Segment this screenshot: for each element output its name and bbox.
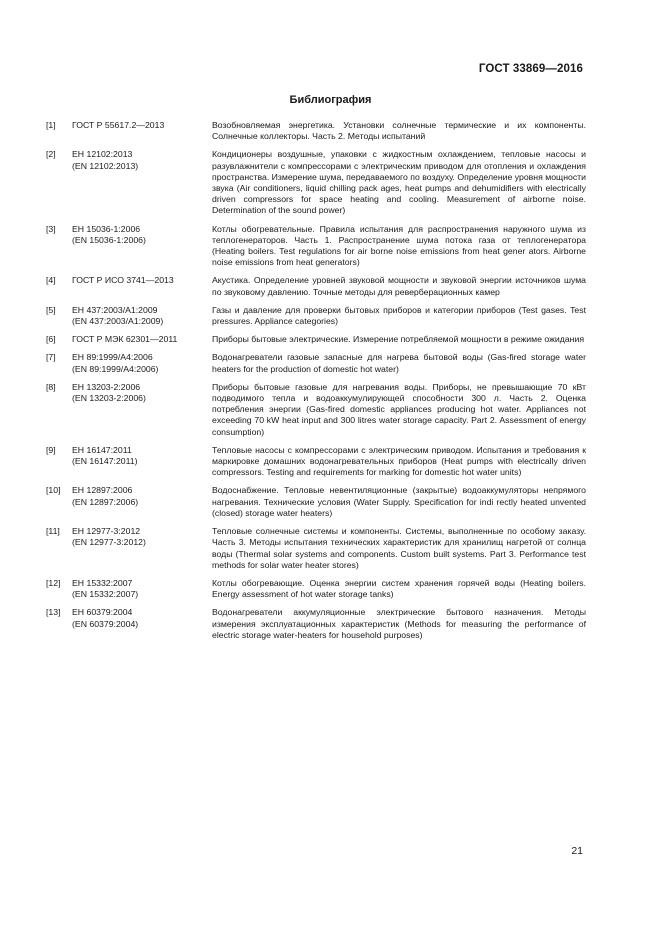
entry-number: [2] xyxy=(46,149,56,160)
bibliography-entry xyxy=(46,224,586,269)
entry-description: Возобновляемая энергетика. Установки солнечные термические и их компоненты. Солнечные коллекторы. Часть 2. Методы испытаний xyxy=(212,120,586,142)
entry-code-line: ЕН 89:1999/А4:2006 xyxy=(72,352,153,363)
entry-description: Кондиционеры воздушные, упаковки с жидкостным охлаждением, тепловые насосы и разувлажнители с компрессорами с электрическим приводом для отопления и охлаждения пространства. Измерение шума, передаваемого по воздуху. Определение уровня мощности звука (Air conditioners, liquid chilling pack ages, heat pumps and dehumidifiers with electrically driven compressors for space heating and cooling. Measurement of airborne noise. Determination of the sound power) xyxy=(212,149,586,216)
entry-number: [7] xyxy=(46,352,56,363)
bibliography-entry xyxy=(46,352,586,374)
entry-code xyxy=(72,382,212,404)
entry-code-line: ЕН 60379:2004 xyxy=(72,607,133,618)
bibliography-entry xyxy=(46,334,586,345)
bibliography-entry xyxy=(46,607,586,641)
entry-code xyxy=(72,352,212,374)
entry-description: Тепловые насосы с компрессорами с электрическим приводом. Испытания и требования к маркировке домашних водонагревательных приборов (Heat pumps with electrically driven compressors. Testing and requirements for marking for domestic hot water units) xyxy=(212,444,586,478)
entry-description: Водонагреватели газовые запасные для нагрева бытовой воды (Gas-fired storage water heaters for the production of domestic hot water) xyxy=(212,352,586,374)
entry-description: Котлы обогревательные. Правила испытания для распространения наружного шума из теплогенераторов. Часть 1. Распространение шума потока газа от теплогенератора (Heating boilers. Test regulations for air borne noise emissions from heat gener ators. Airborne noise emissions from heat generators) xyxy=(212,223,586,268)
entry-code-line: ЕН 12102:2013 xyxy=(72,149,133,160)
entry-code-line: (EN 15332:2007) xyxy=(72,589,139,600)
bibliography-list xyxy=(46,120,586,648)
entry-code-line: (EN 16147:2011) xyxy=(72,456,138,467)
entry-number: [6] xyxy=(46,334,56,345)
entry-code xyxy=(72,526,212,548)
entry-number: [13] xyxy=(46,607,61,618)
entry-description: Приборы бытовые электрические. Измерение потребляемой мощности в режиме ожидания xyxy=(212,334,585,345)
entry-code-line: (EN 437:2003/A1:2009) xyxy=(72,316,164,327)
bibliography-entry xyxy=(46,275,586,297)
entry-number: [12] xyxy=(46,577,61,588)
entry-code-line: (EN 13203-2:2006) xyxy=(72,393,146,404)
bibliography-entry xyxy=(46,149,586,216)
entry-code-line: (EN 89:1999/A4:2006) xyxy=(72,363,159,374)
entry-code-line: ЕН 15036-1:2006 xyxy=(72,223,141,234)
entry-code-line: (EN 60379:2004) xyxy=(72,618,139,629)
entry-description: Газы и давление для проверки бытовых приборов и категории приборов (Test gases. Test pressures. Appliance categories) xyxy=(212,304,586,327)
entry-number: [9] xyxy=(46,444,56,455)
bibliography-entry xyxy=(46,578,586,600)
entry-number: [1] xyxy=(46,120,56,130)
entry-code xyxy=(72,578,212,600)
page-number: 21 xyxy=(571,845,583,857)
entry-code xyxy=(72,224,212,246)
entry-number: [8] xyxy=(46,381,56,392)
bibliography-entry xyxy=(46,120,586,142)
entry-number: [3] xyxy=(46,223,56,234)
entry-description: Акустика. Определение уровней звуковой мощности и звуковой энергии источников шума по звуковому давлению. Точные методы для реверберационных камер xyxy=(212,275,586,297)
entry-code-line: ЕН 437:2003/А1:2009 xyxy=(72,304,158,315)
entry-code xyxy=(72,445,212,467)
entry-code-line: ЕН 16147:2011 xyxy=(72,444,132,455)
entry-code-line: ЕН 13203-2:2006 xyxy=(72,381,141,392)
entry-code xyxy=(72,334,212,345)
entry-code xyxy=(72,305,212,327)
page-title: Библиография xyxy=(289,94,372,106)
bibliography-entry xyxy=(46,382,586,438)
entry-code-line: ЕН 12977-3:2012 xyxy=(72,526,141,537)
entry-code xyxy=(72,275,212,286)
entry-number: [10] xyxy=(46,485,61,496)
entry-code-line: (EN 12977-3:2012) xyxy=(72,537,146,548)
entry-description: Котлы обогревающие. Оценка энергии систем хранения горячей воды (Heating boilers. Energy assessment of hot water storage tanks) xyxy=(212,577,586,600)
entry-code-line: ГОСТ Р МЭК 62301—2011 xyxy=(72,334,178,345)
entry-code-line: ГОСТ Р 55617.2—2013 xyxy=(72,120,165,130)
entry-number: [4] xyxy=(46,275,56,286)
bibliography-entry xyxy=(46,445,586,479)
entry-code-line: (EN 15036-1:2006) xyxy=(72,234,146,245)
entry-number: [5] xyxy=(46,304,56,315)
bibliography-entry xyxy=(46,485,586,519)
bibliography-entry xyxy=(46,526,586,571)
entry-code-line: ЕН 15332:2007 xyxy=(72,577,133,588)
entry-description: Тепловые солнечные системы и компоненты. Системы, выполненные по особому заказу. Часть 3. Методы испытания технических характеристик для хранилищ нагретой от солнца воды (Thermal solar systems and components. Custom built systems. Part 3. Performance test methods for solar water heater stores) xyxy=(212,526,586,570)
entry-number: [11] xyxy=(46,526,60,537)
entry-code-line: (EN 12102:2013) xyxy=(72,160,139,171)
entry-code xyxy=(72,149,212,171)
document-code: ГОСТ 33869—2016 xyxy=(478,63,583,75)
entry-code-line: ГОСТ Р ИСО 3741—2013 xyxy=(72,275,174,286)
entry-code xyxy=(72,120,212,131)
bibliography-entry xyxy=(46,305,586,327)
entry-code-line: (EN 12897:2006) xyxy=(72,496,139,507)
entry-code xyxy=(72,485,212,507)
entry-description: Приборы бытовые газовые для нагревания воды. Приборы, не превышающие 70 кВт подводимого тепла и водоаккумулирующей способности 300 л. Часть 2. Оценка потребления энергии (Gas-fired domestic appliances producing hot water. Appliances not exceeding 70 kW heat input and 300 litres water storage capacity. Part 2. Assessment of energy consumption) xyxy=(212,381,586,437)
entry-code-line: ЕН 12897:2006 xyxy=(72,485,133,496)
entry-code xyxy=(72,607,212,629)
entry-description: Водоснабжение. Тепловые невентиляционные (закрытые) водоаккумуляторы непрямого нагревания. Технические условия (Water Supply. Specification for indi rectly heated unvented (closed) storage water heaters) xyxy=(212,485,586,518)
entry-description: Водонагреватели аккумуляционные электрические бытового назначения. Методы измерения эксплуатационных характеристик (Methods for measuring the performance of electric storage water-heaters for household purposes) xyxy=(212,607,586,640)
